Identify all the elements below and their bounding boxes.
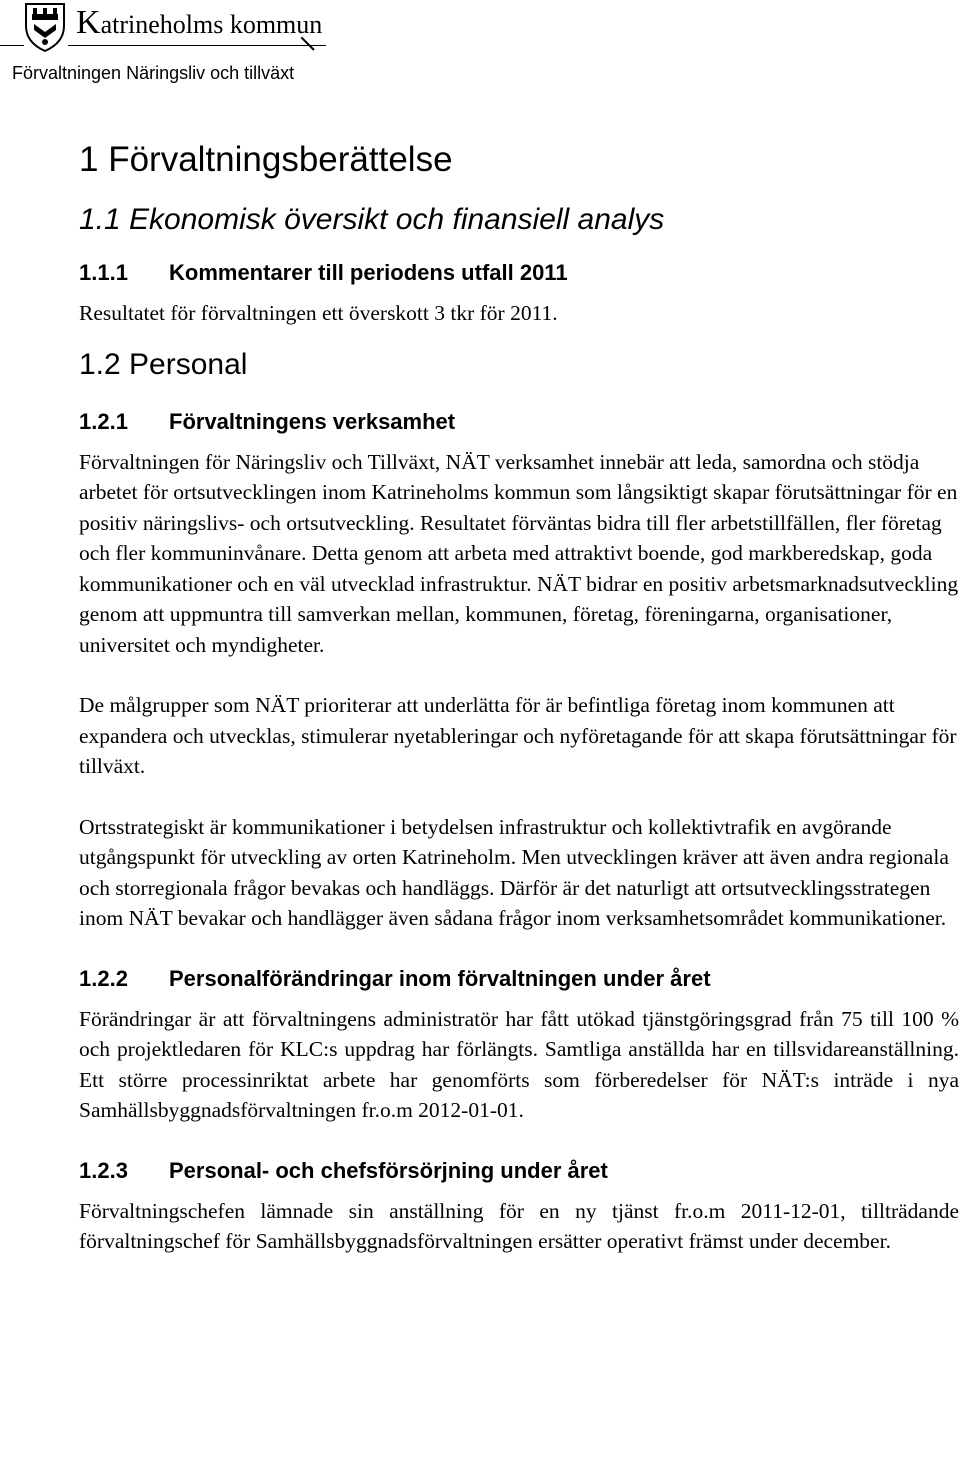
heading-1-2-2 (79, 964, 959, 994)
heading-1-1: 1.1 Ekonomisk översikt och finansiell analys (79, 203, 665, 236)
paragraph-verksamhet-2: De målgrupper som NÄT prioriterar att underlätta för är befintliga företag inom kommunen att expandera och utvecklas, stimulerar nyetableringar och nyföretagande för att skapa förutsättningar för tillväxt. (79, 693, 957, 778)
paragraph-chefsforsorjning: Förvaltningschefen lämnade sin anställning för en ny tjänst fr.o.m 2011-12-01, tillträdande förvaltningschef för Samhällsbyggnadsförvaltningen ersätter operativt främst under december. (79, 1198, 959, 1253)
paragraph-verksamhet-3: Ortsstrategiskt är kommunikationer i betydelsen infrastruktur och kollektivtrafik en avgörande utgångspunkt för utveckling av orten Katrineholm. Men utvecklingen kräver att även andra regionala och storregionala frågor bevakas och handläggs. Därför är det naturligt att ortsutvecklingsstrategen inom NÄT bevakar och handlägger även sådana frågor inom verksamhetsområdet kommunikationer. (79, 814, 949, 930)
paragraph-result: Resultatet för förvaltningen ett överskott 3 tkr för 2011. (79, 301, 558, 325)
document-body (79, 136, 959, 1257)
paragraph-personalforandringar: Förändringar är att förvaltningens administratör har fått utökad tjänstgöringsgrad från 75 till 100 % och projektledaren för KLC:s uppdrag har förlängts. Samtliga anställda har en tillsvidareanställning. Ett större processinriktat arbete har genomförts som förberedelser för NÄT:s inträde i nya Samhällsbyggnadsförvaltningen fr.o.m 2012-01-01. (79, 1006, 959, 1122)
heading-1-1-1 (79, 258, 959, 288)
heading-1-2-3 (79, 1156, 959, 1186)
heading-number: 1.2.3 (79, 1157, 128, 1183)
heading-number: 1.1.1 (79, 260, 128, 285)
heading-title: Förvaltningens verksamhet (169, 408, 456, 434)
heading-number: 1.2.2 (79, 965, 128, 991)
heading-title: Personalförändringar inom förvaltningen under året (169, 965, 711, 991)
heading-1-2-1 (79, 407, 959, 437)
municipal-coat-of-arms-logo (24, 2, 66, 52)
municipality-name-rest: atrineholms kommun (100, 10, 323, 39)
municipality-initial: K (76, 4, 101, 41)
heading-1-2: 1.2 Personal (79, 347, 248, 381)
heading-1: 1 Förvaltningsberättelse (79, 140, 453, 179)
heading-number: 1.2.1 (79, 408, 128, 434)
municipality-name (76, 6, 322, 42)
heading-title: Kommentarer till periodens utfall 2011 (169, 260, 568, 285)
department-name: Förvaltningen Näringsliv och tillväxt (12, 63, 295, 83)
heading-title: Personal- och chefsförsörjning under året (169, 1157, 608, 1183)
header-rule-right (68, 45, 326, 46)
page-header (0, 0, 960, 90)
paragraph-verksamhet-1: Förvaltningen för Näringsliv och Tillväxt, NÄT verksamhet innebär att leda, samordna och stödja arbetet för ortsutvecklingen inom Katrineholms kommun som långsiktigt skapar förutsättningar för en positiv näringslivs- och ortsutveckling. Resultatet förväntas bidra till fler arbetstillfällen, fler företag och fler kommuninvånare. Detta genom att arbeta med attraktivt boende, god markberedskap, goda kommunikationer och en väl utvecklad infrastruktur. NÄT bidrar en positiv arbetsmarknadsutveckling genom att uppmuntra till samverkan mellan, kommunen, företag, föreningarna, organisationer, universitet och myndigheter. (79, 449, 959, 657)
header-rule-left (0, 45, 24, 46)
